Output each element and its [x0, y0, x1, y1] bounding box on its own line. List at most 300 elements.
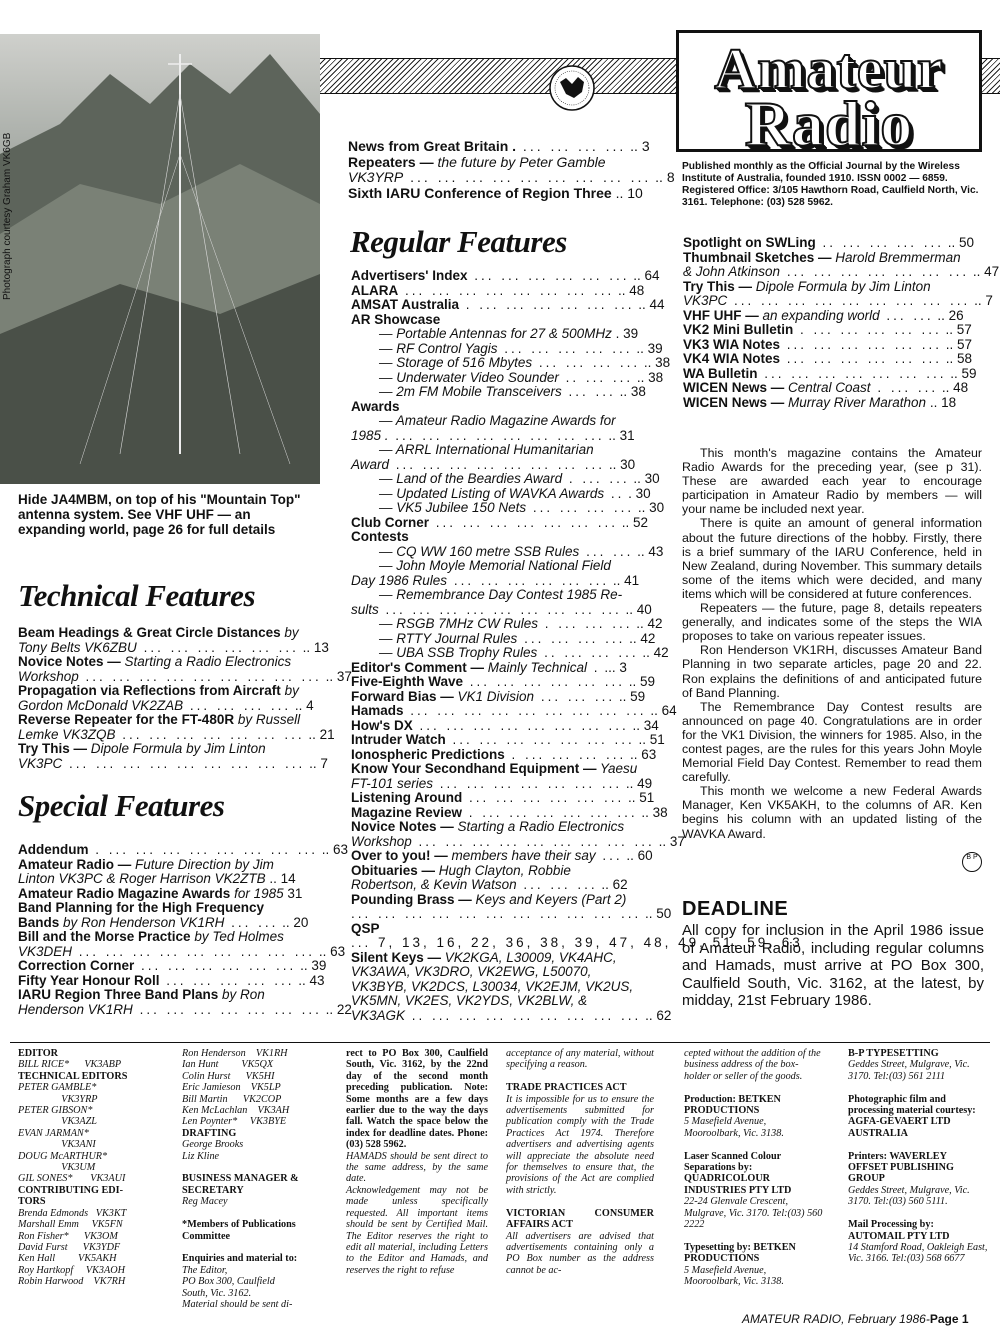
entry-title: Silent Keys — [351, 949, 442, 965]
entry-leader: ... ... ... ... ... ... ... ... ... [403, 169, 652, 185]
toc-entry [351, 717, 659, 734]
top-features-list [348, 138, 675, 201]
entry-leader: . ... ... ... ... ... ... [459, 297, 635, 312]
toc-entry [683, 352, 985, 367]
entry-subtitle: 1985 . [351, 427, 389, 443]
toc-entry [18, 872, 320, 887]
credits-heading: DRAFTING [182, 1127, 237, 1139]
entry-title: Magazine Review [351, 804, 463, 820]
entry-leader: .. ... ... ... ... [815, 235, 944, 250]
entry-leader: ... ... ... ... ... ... ... [445, 732, 635, 747]
entry-page: .. 37 [321, 668, 352, 684]
editorial-paragraph: This month's magazine contains the Amateur Radio Awards for the preceding year, (see p 31). These are awarded each year to encourage participation in Amateur Radio by members — will your name be included next year. [682, 446, 982, 517]
regular-features-list-continued [683, 235, 1000, 410]
credits-line: Liz Kline [182, 1150, 220, 1162]
wia-emblem-icon [548, 64, 596, 112]
masthead-logo [676, 30, 982, 159]
credits-line [684, 1231, 824, 1242]
entry-subtitle: — Remembrance Day Contest 1985 Re- [379, 587, 623, 602]
entry-subtitle: — CQ WW 160 metre SSB Rules [379, 543, 580, 559]
logo-line-1: Amateur [714, 36, 944, 101]
entry-subtitle: — UBA SSB Trophy Rules [379, 645, 538, 660]
entry-subtitle: — RSGB 7MHz CW Rules [379, 616, 539, 631]
header-hatch-right [982, 58, 1000, 94]
entry-title: Bill and the Morse Practice [18, 929, 191, 944]
entry-page: .. 50 [943, 235, 975, 250]
entry-page: .. 26 [933, 307, 964, 323]
entry-subtitle: an expanding world [758, 307, 880, 323]
deadline-text: All copy for inclusion in the April 1986 issue of Amateur Radio, including regular columns and Hamads, must arrive at PO Box 300, Caulfield South, Vic. 3162, at the latest, by midday, 21st February 1986. [682, 922, 984, 1009]
entry-title: Novice Notes — [351, 819, 454, 834]
entry-page: .. 42 [638, 645, 669, 660]
entry-subtitle: & John Atkinson [683, 264, 781, 279]
entry-subtitle: VK3PC [683, 293, 728, 308]
entry-leader: ... ... ... ... [183, 697, 292, 713]
toc-entry [351, 284, 653, 299]
credits-heading: TORS [18, 1196, 46, 1208]
entry-title: Spotlight on SWLing [683, 235, 816, 250]
toc-entry [18, 626, 316, 641]
entry-title: Amateur Radio Magazine Awards [18, 885, 231, 901]
toc-entry [351, 340, 663, 357]
toc-entry [18, 901, 320, 916]
entry-subtitle: VK5MN, VK2ES, VK2YDS, VK2BLW, & [351, 993, 588, 1008]
entry-page: .. 40 [621, 601, 652, 617]
entry-title: Fifty Year Honour Roll [18, 972, 160, 988]
credits-line: EVAN JARMAN* [18, 1127, 89, 1139]
entry-title: Repeaters — [348, 153, 434, 170]
entry-subtitle: VK3AGK [351, 1007, 406, 1023]
entry-subtitle: Henderson VK1RH [18, 1001, 133, 1017]
toc-entry [18, 943, 346, 960]
entry-subtitle: — Updated Listing of WAVKA Awards [379, 485, 605, 501]
entry-page: .. 39 [296, 958, 327, 973]
entry-title: Intruder Watch [351, 732, 446, 747]
credits-line: PO Box 300, Caulfield [182, 1276, 275, 1288]
entry-title: Reverse Repeater for the FT-480R [18, 712, 235, 727]
credits-heading: Laser Scanned Colour Separations by: QUADRICOLOUR INDUSTRIES PTY LTD [684, 1150, 792, 1196]
entry-leader: ... ... ... ... ... ... ... ... [389, 456, 606, 472]
entry-subtitle: Keys and Keyers (Part 2) [471, 891, 627, 907]
credits-line: acceptance of any material, without specifying a reason. [506, 1048, 657, 1071]
deadline-heading: DEADLINE [682, 898, 789, 920]
entry-page: .. 21 [304, 726, 335, 742]
toc-entry [683, 280, 985, 295]
entry-title: QSP [351, 920, 380, 936]
entry-leader: ... ... ... ... ... ... ... [429, 514, 619, 530]
entry-title: WICEN News — [683, 380, 785, 395]
entry-leader: . [587, 659, 601, 675]
toc-entry [683, 236, 985, 251]
entry-subtitle: — Amateur Radio Magazine Awards for [379, 413, 616, 428]
credits-line: Brenda Edmonds VK3KT [18, 1207, 127, 1219]
toc-entry [683, 338, 985, 353]
entry-page: .. 48 [614, 282, 645, 298]
credits-line: PETER GIBSON* [18, 1105, 93, 1117]
entry-leader: ... ... ... ... ... ... ... ... ... [378, 601, 622, 617]
entry-subtitle: FT-101 series [351, 775, 434, 791]
bp-signature-mark: B P [962, 852, 982, 872]
entry-title: Sixth IARU Conference of Region Three [348, 184, 612, 201]
entry-leader: ... ... ... ... [516, 138, 627, 154]
entry-subtitle: VK3AWA, VK3DRO, VK2EWG, L50070, [351, 964, 592, 979]
entry-title: AMSAT Australia [351, 297, 460, 312]
toc-entry [351, 849, 653, 864]
entry-subtitle: Robertson, & Kevin Watson [351, 877, 517, 892]
entry-page: .. 64 [629, 268, 660, 283]
toc-entry [351, 458, 653, 473]
entry-leader: ... ... ... ... ... ... ... ... ... [72, 943, 316, 959]
entry-page: .. 20 [278, 914, 309, 930]
entry-page: .. 30 [629, 471, 660, 486]
toc-entry [351, 893, 653, 908]
entry-page: .. 7 [970, 293, 993, 308]
entry-subtitle: — John Moyle Memorial National Field [379, 558, 611, 573]
entry-leader: ... ... ... ... ... ... ... [433, 775, 623, 791]
entry-page: .. 38 [615, 384, 646, 399]
toc-entry [351, 703, 677, 719]
editorial-paragraph: Repeaters — the future, page 8, details repeaters generally, and indicates some of the steps the WIA proposes to take on various repeater issues. [682, 601, 982, 644]
entry-page: .. 8 [651, 169, 675, 185]
entry-leader: ... ... ... ... ... ... [463, 674, 626, 689]
credits-line: 5 Masefield Avenue, Mooroolbark, Vic. 3138. [684, 1264, 784, 1288]
toc-entry [351, 530, 653, 545]
entry-page: .. 63 [318, 842, 349, 857]
entry-subtitle: — RTTY Journal Rules [379, 630, 518, 646]
entry-leader: ... ... ... ... ... ... ... [115, 726, 305, 742]
entry-subtitle: Day 1986 Rules [351, 572, 448, 588]
entry-leader: ... ... ... ... ... ... ... ... [388, 427, 605, 443]
toc-entry [351, 268, 660, 284]
credits-line [848, 1139, 988, 1150]
credits-heading: VICTORIAN CONSUMER AFFAIRS ACT [506, 1207, 656, 1231]
entry-page: .. 42 [625, 630, 656, 646]
entry-leader: ... ... ... ... ... ... [447, 572, 610, 588]
header-hatch-band [320, 58, 676, 94]
entry-page: .. 10 [611, 184, 643, 201]
credits-line [684, 1082, 824, 1093]
entry-title: How's DX [351, 717, 413, 733]
credits-heading: TECHNICAL EDITORS [18, 1070, 128, 1082]
credits-heading: TRADE PRACTICES ACT [506, 1082, 627, 1094]
entry-leader: ... ... [561, 384, 616, 399]
toc-entry [351, 906, 672, 922]
entry-subtitle: Workshop [18, 668, 79, 684]
editorial-text [682, 446, 982, 841]
entry-leader: ... ... ... ... ... ... ... [780, 264, 970, 279]
credits-line: All advertisers are advised that advertisements containing only a PO Box number as the address cannot be ac- [506, 1230, 657, 1276]
entry-page: .. 14 [265, 871, 296, 886]
toc-entry [351, 414, 653, 429]
credits-line: Len Poynter* VK3BYE [182, 1116, 287, 1128]
toc-entry [348, 169, 675, 186]
credits-line: Ian Hunt VK5QX [182, 1059, 274, 1071]
entry-page: .. 50 [641, 906, 672, 921]
entry-leader: . ... ... ... ... ... ... ... ... [88, 842, 319, 857]
toc-entry [683, 396, 985, 411]
entry-page: .. 41 [609, 572, 640, 588]
entry-page: .. 49 [622, 775, 653, 791]
entry-leader: ... ... ... ... ... ... [462, 790, 625, 805]
credits-line: Ron Fisher* VK3OM [18, 1230, 118, 1242]
entry-subtitle: Mainly Technical [483, 659, 588, 675]
credits-line: VK3YRP [18, 1093, 98, 1105]
credits-line: BILL RICE* VK3ABP [18, 1059, 122, 1071]
entry-page: .. 62 [641, 1007, 672, 1023]
credits-line [506, 1071, 654, 1082]
entry-page: . 30 [624, 485, 651, 501]
toc-entry [18, 742, 316, 757]
entry-leader: ... ... [224, 914, 279, 930]
credits-column-2 [182, 1048, 322, 1310]
credits-line: DOUG McARTHUR* [18, 1150, 108, 1162]
entry-subtitle: — Land of the Beardies Award [379, 471, 563, 486]
entry-title: VK4 WIA Notes [683, 351, 781, 366]
toc-entry [351, 327, 653, 342]
publication-info: Published monthly as the Official Journal by the Wireless Institute of Australia, founded 1910. ISSN 0002 — 6859. Registered Office: 3/105 Hawthorn Road, Caulfield North, Vic. 3161. Telephone: (03) 528 5962. [682, 161, 979, 208]
credits-line [506, 1196, 654, 1207]
entry-page: .. 58 [942, 351, 973, 366]
entry-title: Obituaries — [351, 862, 436, 878]
entry-page: .. 43 [294, 972, 325, 988]
entry-title: Propagation via Reflections from Aircraft [18, 683, 281, 698]
entry-page: .. 57 [941, 322, 972, 337]
entry-leader: ... ... ... ... ... [497, 340, 633, 356]
toc-entry [351, 543, 664, 560]
credits-line: PETER GAMBLE* [18, 1082, 97, 1094]
toc-entry [351, 369, 664, 386]
entry-page: 31 [283, 885, 303, 901]
toc-entry [18, 668, 352, 685]
entry-page: .. 3 [626, 138, 650, 154]
credits-line [848, 1082, 988, 1093]
credits-line [684, 1139, 824, 1150]
entry-subtitle: Harold Bremmerman [831, 249, 961, 265]
entry-title: Thumbnail Sketches — [683, 249, 832, 265]
toc-entry [348, 186, 650, 202]
entry-leader: ... ... [879, 307, 934, 323]
toc-entry [683, 264, 1000, 280]
credits-heading: *Members of Publications Committee [182, 1219, 299, 1242]
entry-leader: . ... ... [870, 380, 939, 395]
special-features-list [18, 842, 352, 1017]
entry-title: Editor's Comment — [351, 659, 484, 675]
entry-subtitle: — VK5 Jubilee 150 Nets [379, 500, 527, 515]
toc-entry [351, 500, 665, 516]
entry-subtitle: Dipole Formula by Jim Linton [752, 278, 931, 294]
entry-title: WA Bulletin [683, 365, 758, 381]
entry-page: .. 38 [633, 369, 664, 385]
toc-entry [351, 355, 671, 371]
entry-leader: ... ... ... ... ... ... ... ... ... ... ... [351, 906, 642, 921]
entry-subtitle: VK2KGA, L30009, VK4AHC, [441, 949, 617, 965]
toc-entry [18, 916, 320, 931]
toc-entry [18, 958, 327, 974]
toc-entry [351, 864, 653, 879]
entry-page: .. 7 [305, 755, 328, 771]
toc-entry [683, 309, 985, 324]
footer-page-number: Page 1 [929, 1312, 969, 1326]
credits-line: VK3UM [18, 1162, 96, 1174]
entry-page: .. 38 [637, 804, 668, 820]
credits-column-3 [346, 1048, 491, 1276]
editorial-paragraph: The Remembrance Day Contest results are announced on page 40. Congratulations are in order for the VK1 Division, the winners for 1985. Also, in the contest pages, are the rules for this years John Moyle Memorial Field Day Contest. Remember to read them carefully. [682, 699, 982, 785]
entry-page: .. 59 [615, 688, 646, 704]
toc-entry [18, 1001, 352, 1018]
toc-entry [351, 951, 653, 966]
toc-entry [18, 655, 316, 670]
credits-heading: Mail Processing by: AUTOMAIL PTY LTD [848, 1219, 950, 1242]
credits-column-6 [848, 1048, 988, 1265]
entry-leader: ... ... ... ... ... ... [780, 351, 943, 366]
entry-page: .. 44 [634, 297, 665, 312]
toc-entry [351, 603, 653, 618]
toc-entry [683, 381, 985, 396]
credits-line: Ron Henderson VK1RH [182, 1048, 288, 1059]
credits-line: George Brooks [182, 1139, 244, 1151]
entry-leader: ... ... ... ... ... ... ... [132, 1001, 322, 1017]
credits-column-1 [18, 1048, 158, 1288]
entry-subtitle: by Russell [234, 712, 301, 727]
toc-entry [351, 616, 663, 632]
credits-line: Material should be sent di- [182, 1298, 293, 1310]
entry-subtitle: — 2m FM Mobile Transceivers [379, 384, 562, 399]
toc-entry [351, 804, 668, 821]
entry-subtitle: Gordon McDonald VK2ZAB [18, 697, 184, 713]
credits-line: Bill Martin VK2COP [182, 1093, 282, 1105]
entry-leader: ... ... ... ... ... [159, 972, 295, 988]
entry-title: News from Great Britain . [348, 138, 517, 154]
entry-leader: . ... ... ... ... ... [793, 322, 942, 337]
entry-leader: ... ... ... ... [517, 630, 626, 646]
entry-subtitle: Starting a Radio Electronics [453, 819, 625, 834]
entry-leader: ... ... [579, 543, 634, 559]
credits-line: It is impossible for us to ensure the advertisements submitted for publication comply with the Trade Practices Act 1974. Therefore advertisers and advertising agents will appreciate the absolute need for themselves to ensure that, the provisions of the Act are complied with strictly. [506, 1093, 657, 1196]
toc-entry [18, 684, 316, 699]
entry-leader: ... ... ... ... ... ... [134, 958, 297, 973]
toc-entry [18, 726, 335, 743]
credits-line: VK3ANI [18, 1139, 96, 1151]
credits-heading: CONTRIBUTING EDI- [18, 1184, 124, 1196]
entry-subtitle: members have their say [447, 848, 596, 863]
entry-subtitle: — Portable Antennas for 27 & 500MHz [379, 326, 612, 341]
toc-entry [351, 878, 653, 893]
entry-subtitle: Tony Belts VK6ZBU [18, 639, 137, 655]
logo-line-2: Radio [744, 88, 914, 159]
entry-leader: ... ... ... ... ... ... [467, 268, 630, 283]
entry-page: .. 59 [625, 674, 656, 689]
entry-page: .. 60 [622, 848, 653, 863]
entry-title: Forward Bias — [351, 688, 454, 704]
entry-subtitle: Lemke VK3ZQB [18, 726, 116, 742]
credits-heading: rect to PO Box 300, Caulfield South, Vic. 3162, by the 22nd day of the second month preceding publication. Note: Some months are a few days earlier due to the way the days fall. Watch the space below the index for deadline dates. Phone: (03) 528 5962. [346, 1048, 491, 1151]
entry-page: .. 34 [628, 717, 659, 733]
toc-entry [351, 762, 653, 777]
footer-issue: AMATEUR RADIO, February 1986- [742, 1312, 930, 1326]
entry-subtitle: Workshop [351, 833, 412, 849]
entry-leader: ... ... ... ... ... ... [136, 639, 299, 655]
regular-features-heading: Regular Features [350, 224, 567, 259]
toc-entry [351, 791, 653, 806]
entry-subtitle: — Storage of 516 Mbytes [379, 355, 533, 370]
credits-line: Robin Harwood VK7RH [18, 1276, 126, 1288]
credits-column-4 [506, 1048, 657, 1276]
toc-entry [351, 559, 653, 574]
entry-page: .. 13 [298, 639, 329, 655]
toc-entry [351, 516, 653, 531]
entry-page: .. 42 [632, 616, 663, 631]
entry-subtitle: — RF Control Yagis [379, 340, 498, 356]
footer-rule [10, 1042, 990, 1043]
credits-heading: Production: BETKEN PRODUCTIONS [684, 1093, 784, 1117]
entry-leader: ... 7, 13, 16, 22, 36, 38, 39, 47, 48, 49, 51, 59, 63 [351, 935, 803, 950]
toc-entry [351, 935, 803, 951]
credits-line: Marshall Emm VK5FN [18, 1219, 123, 1231]
entry-title: VHF UHF — [683, 307, 759, 323]
toc-entry [351, 980, 653, 995]
credits-heading: Printers: WAVERLEY OFFSET PUBLISHING GROUP [848, 1150, 957, 1185]
credits-line [182, 1242, 322, 1253]
toc-entry [351, 820, 653, 835]
credits-line: Eric Jamieson VK5LP [182, 1082, 281, 1094]
entry-subtitle: Linton VK3PC & Roger Harrison VK2ZTB [18, 871, 266, 886]
credits-line: GIL SONES* VK3AUI [18, 1173, 126, 1185]
entry-leader: ... ... ... [516, 877, 598, 892]
entry-title: IARU Region Three Band Plans [18, 987, 219, 1002]
toc-entry [18, 930, 320, 945]
entry-page: .. 59 [946, 365, 977, 381]
credits-heading: Photographic film and processing material courtesy: AGFA-GEVAERT LTD AUSTRALIA [848, 1093, 978, 1139]
entry-page: .. 38 [640, 355, 671, 370]
entry-title: Know Your Secondhand Equipment — [351, 761, 597, 776]
entry-subtitle: Award [351, 456, 390, 472]
entry-title: Club Corner [351, 514, 430, 530]
toc-entry [351, 443, 653, 458]
entry-subtitle: Central Coast [784, 380, 871, 395]
credits-line: David Furst VK3YDF [18, 1241, 121, 1253]
entry-page: .. 47 [969, 264, 1000, 279]
entry-title: Listening Around [351, 790, 463, 805]
entry-title: Novice Notes — [18, 654, 121, 669]
entry-title: WICEN News — [683, 394, 785, 410]
credits-line [848, 1208, 988, 1219]
entry-subtitle: — Underwater Video Sounder [379, 369, 559, 385]
entry-leader: .. [604, 485, 625, 501]
mountain-antenna-image [0, 34, 320, 484]
toc-entry [351, 313, 653, 328]
entry-page: .. 64 [646, 703, 677, 718]
entry-leader: ... [595, 848, 623, 863]
entry-leader: ... ... ... ... ... ... ... ... ... [403, 703, 647, 718]
credits-heading: Typesetting by: BETKEN PRODUCTIONS [684, 1241, 799, 1265]
credits-line: South, Vic. 3162. [182, 1287, 252, 1299]
photo-caption: Hide JA4MBM, on top of his "Mountain Top" antenna system. See VHF UHF — an expanding world, page 26 for full details [18, 492, 301, 537]
entry-subtitle: by [280, 683, 299, 698]
credits-heading: B-P TYPESETTING [848, 1048, 939, 1059]
special-features-heading: Special Features [18, 788, 225, 823]
entry-leader: ... ... ... ... ... ... ... ... [412, 717, 629, 733]
toc-entry [351, 777, 653, 792]
toc-entry [683, 367, 985, 382]
credits-line: 5 Masefield Avenue, Mooroolbark, Vic. 3138. [684, 1116, 784, 1139]
entry-title: Beam Headings & Great Circle Distances [18, 625, 281, 640]
editorial-paragraph: Ron Henderson VK1RH, discusses Amateur Band Planning in two separate articles, page 20 and 22. Ron explains the definitions of and anticipated future of Band Planning. [682, 643, 982, 700]
entry-subtitle: Starting a Radio Electronics [120, 654, 292, 669]
entry-subtitle: VK3DEH [18, 943, 73, 959]
toc-entry [351, 588, 653, 603]
toc-entry [351, 674, 656, 690]
entry-title: VK3 WIA Notes [683, 336, 781, 352]
